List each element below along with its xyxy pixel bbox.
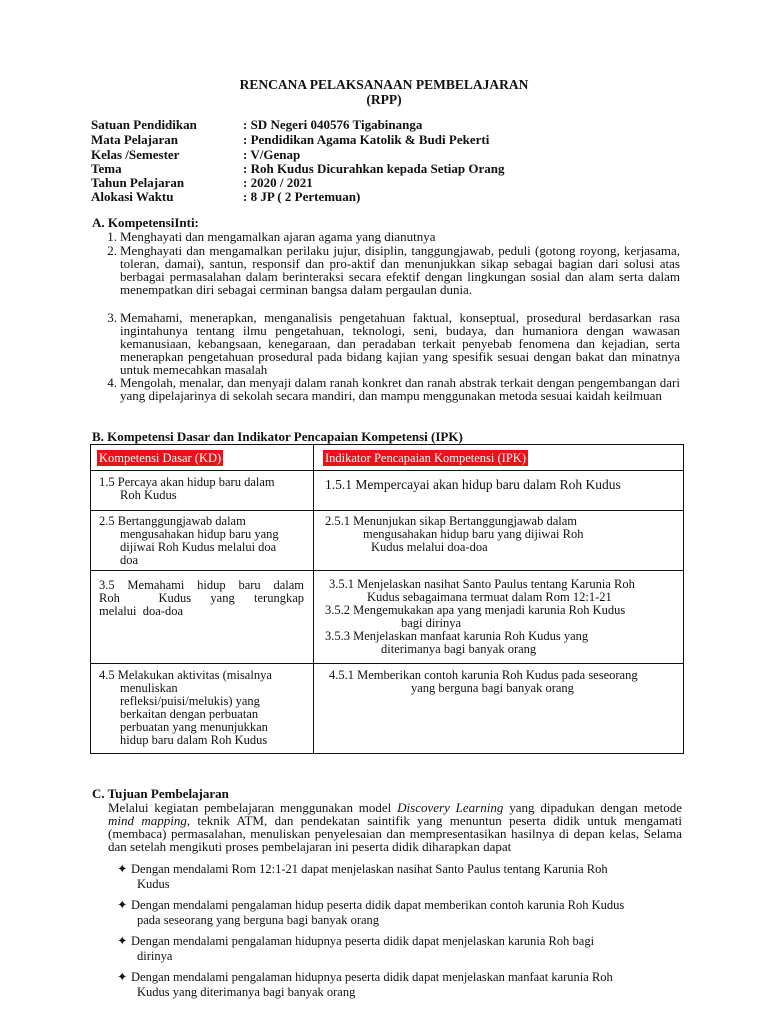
- list-item: ✦ Dengan mendalami pengalaman hidupnya peserta didik dapat menjelaskan karunia Roh bagi dirinya: [117, 934, 595, 963]
- info-label: Tema: [91, 161, 122, 176]
- list-item: Mengolah, menalar, dan menyaji dalam ranah konkret dan ranah abstrak terkait dengan pengembangan dari yang dipelajarinya di sekolah secara mandiri, dan mampu menggunakan metoda sesuai kaidah keilmuan: [120, 375, 680, 403]
- info-label: Tahun Pelajaran: [91, 175, 185, 190]
- ipk-cell: 2.5.1 Menunjukan sikap Bertanggungjawab dalam mengusahakan hidup baru yang dijiwai Roh Kudus melalui doa-doa: [325, 514, 584, 554]
- section-a-heading: A. KompetensiInti:: [92, 215, 199, 230]
- info-value: : Roh Kudus Dicurahkan kepada Setiap Orang: [243, 161, 505, 176]
- info-label: Mata Pelajaran: [91, 132, 179, 147]
- star-bullet-icon: ✦: [117, 970, 128, 984]
- table-divider: [91, 663, 683, 664]
- list-item: ✦ Dengan mendalami pengalaman hidupnya peserta didik dapat menjelaskan manfaat karunia Roh Kudus yang diterimanya bagi banyak orang: [117, 970, 613, 999]
- kd-cell: 3.5 Memahami hidup baru dalam Roh Kudus yang terungkap melalui doa-doa: [99, 578, 304, 618]
- list-item: Memahami, menerapkan, menganalisis pengetahuan faktual, konseptual, prosedural berdasarkan rasa ingintahunya tentang ilmu pengetahuan, teknologi, seni, budaya, dan humaniora dengan wawasan kemanusiaan, kebangsaan, kenegaraan, dan peradaban terkait penyebab fenomena dan kejadian, serta menerapkan pengetahuan prosedural pada bidang kajian yang spesifik sesuai dengan bakat dan minatnya untuk memecahkan masalah: [120, 310, 680, 377]
- info-label: Kelas /Semester: [91, 147, 180, 162]
- table-divider: [91, 510, 683, 511]
- ipk-cell: 3.5.1 Menjelaskan nasihat Santo Paulus tentang Karunia Roh Kudus sebagaimana termuat dalam Rom 12:1-21 3.5.2 Mengemukakan apa yang menjadi karunia Roh Kudus bagi dirinya 3.5.3 Menjelaskan manfaat karunia Roh Kudus yang diterimanya bagi banyak orang: [325, 577, 635, 656]
- kd-cell: 1.5 Percaya akan hidup baru dalam Roh Kudus: [99, 475, 275, 502]
- list-item: ✦ Dengan mendalami pengalaman hidup peserta didik dapat memberikan contoh karunia Roh Kudus pada seseorang yang berguna bagi banyak orang: [117, 898, 625, 927]
- section-b-heading: B. Kompetensi Dasar dan Indikator Pencapaian Kompetensi (IPK): [92, 429, 463, 444]
- info-value: : V/Genap: [243, 147, 301, 162]
- list-item: Menghayati dan mengamalkan ajaran agama yang dianutnya: [120, 229, 436, 244]
- info-label: Satuan Pendidikan: [91, 117, 197, 132]
- star-bullet-icon: ✦: [117, 898, 128, 912]
- section-c-intro: Melalui kegiatan pembelajaran menggunakan model Discovery Learning yang dipadukan dengan metode mind mapping, teknik ATM, dan pendekatan saintifik yang menuntun peserta didik untuk mengamati (membaca) permasalahan, menuliskan penyelesaian dan mempresentasikan hasilnya di depan kelas, Selama dan setelah mengikuti proses pembelajaran ini peserta didik diharapkan dapat: [108, 800, 682, 854]
- list-number: 1.: [107, 229, 117, 244]
- list-item: ✦ Dengan mendalami Rom 12:1-21 dapat menjelaskan nasihat Santo Paulus tentang Karunia Roh Kudus: [117, 862, 608, 891]
- info-label: Alokasi Waktu: [91, 189, 174, 204]
- info-value: : Pendidikan Agama Katolik & Budi Pekerti: [243, 132, 490, 147]
- ipk-cell: 1.5.1 Mempercayai akan hidup baru dalam Roh Kudus: [325, 477, 621, 492]
- table-divider: [91, 470, 683, 471]
- kd-cell: 4.5 Melakukan aktivitas (misalnya menuliskan refleksi/puisi/melukis) yang berkaitan dengan perbuatan perbuatan yang menunjukkan hidup baru dalam Roh Kudus: [99, 668, 272, 747]
- document-subtitle: (RPP): [366, 92, 402, 107]
- list-number: 4.: [107, 375, 117, 390]
- document-title: RENCANA PELAKSANAAN PEMBELAJARAN: [239, 77, 529, 92]
- info-value: : SD Negeri 040576 Tigabinanga: [243, 117, 423, 132]
- ipk-cell: 4.5.1 Memberikan contoh karunia Roh Kudus pada seseorang yang berguna bagi banyak orang: [329, 668, 638, 695]
- table-divider: [91, 570, 683, 571]
- list-number: 2.: [107, 243, 117, 258]
- info-value: : 2020 / 2021: [243, 175, 313, 190]
- star-bullet-icon: ✦: [117, 862, 128, 876]
- info-value: : 8 JP ( 2 Pertemuan): [243, 189, 361, 204]
- list-item: Menghayati dan mengamalkan perilaku jujur, disiplin, tanggungjawab, peduli (gotong royong, kerjasama, toleran, damai), santun, responsif dan pro-aktif dan menunjukkan sikap sebagai bagian dari solusi atas berbagai permasalahan dalam berinteraksi secara efektif dengan lingkungan sosial dan alam serta dalam menempatkan diri sebagai cerminan bangsa dalam pergaulan dunia.: [120, 243, 680, 297]
- star-bullet-icon: ✦: [117, 934, 128, 948]
- kd-cell: 2.5 Bertanggungjawab dalam mengusahakan hidup baru yang dijiwai Roh Kudus melalui doa doa: [99, 514, 279, 567]
- list-number: 3.: [107, 310, 117, 325]
- ipk-column-header: Indikator Pencapaian Kompetensi (IPK): [325, 451, 526, 465]
- kd-column-header: Kompetensi Dasar (KD): [99, 451, 222, 465]
- table-divider: [313, 445, 314, 753]
- kd-ipk-table: [90, 444, 684, 754]
- section-c-heading: C. Tujuan Pembelajaran: [92, 786, 229, 801]
